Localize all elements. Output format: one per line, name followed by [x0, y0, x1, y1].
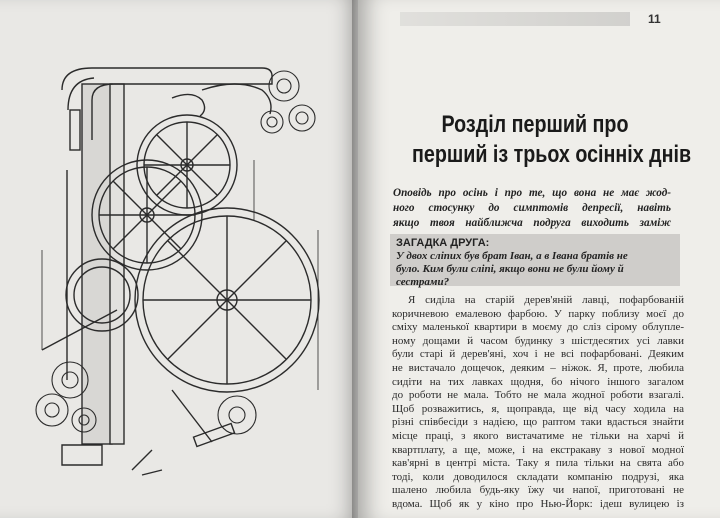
body-line: шалено любила будь-яку їжу чи напої, приготовані не: [392, 484, 684, 497]
body-line: сміху маленької квартири в моєму до сліз сірому облупле-: [392, 321, 684, 334]
riddle-line: було. Ким були сліпі, якщо вони не були йому й: [396, 263, 624, 275]
epigraph-line: ного стосунку до симптомів депресії, навіть: [393, 202, 671, 214]
body-text: [392, 294, 684, 512]
chapter-title: [412, 110, 692, 170]
body-line: кав'ярні в центрі міста. Таку я пила тільки на свята або: [392, 457, 684, 470]
body-line: були старі й дерев'яні, хоч і не всі пофарбовані. Деяким: [392, 348, 684, 361]
epigraph: [393, 186, 671, 231]
riddle-line: У двох сліпих був брат Іван, а в Івана братів не: [396, 250, 628, 262]
epigraph-line: якщо твоя найближча подруга виходить заміж: [393, 217, 671, 229]
riddle-box: [390, 234, 680, 286]
riddle-line: сестрами?: [396, 276, 450, 288]
riddle-text: [396, 250, 676, 289]
body-line: вдома. Щоб як у кіно про Нью-Йорк: ідеш вулицею із: [392, 497, 684, 510]
body-line: тоді, коли доводилося складати компанію подрузі, яка: [392, 470, 684, 483]
clockwork-illustration: [22, 50, 342, 515]
riddle-heading: ЗАГАДКА ДРУГА:: [396, 237, 490, 249]
epigraph-line: Оповідь про осінь і про те, що вона не має жод-: [393, 187, 671, 199]
body-line: квартплату, а ще, може, і на екстракаву з нової модної: [392, 443, 684, 456]
body-line: Щоб розважитись, я, щоправда, ще від часу ходила на: [392, 402, 684, 415]
chapter-title-line: перший із трьох осінніх днів: [412, 141, 692, 168]
page-number: 11: [648, 12, 661, 26]
body-line: до роботи не мала. Тобто не мала жодної роботи взагалі.: [392, 389, 684, 402]
chapter-title-line: Розділ перший про: [441, 111, 629, 138]
body-line: сидіти на тих лавках щодня, бо нічого іншого загалом: [392, 375, 684, 388]
body-line: різні співбесіди з надією, що раптом таки вдасться знайти: [392, 416, 684, 429]
body-line: коричневою емалевою фарбою. У парку поблизу моєї до: [392, 307, 684, 320]
right-running-header: [400, 12, 630, 26]
body-line: Я сиділа на старій дерев'яній лавці, пофарбованій: [408, 294, 684, 306]
body-line: місце праці, з якого вистачатиме не тільки на харчі й: [392, 429, 684, 442]
body-line: не вистачало дощечок, деяким – ніжок. Я, проте, любила: [392, 361, 684, 374]
left-running-header: [20, 10, 320, 22]
body-line: ному дощами й часом будинку з шістдесятих усі лавки: [392, 334, 684, 347]
